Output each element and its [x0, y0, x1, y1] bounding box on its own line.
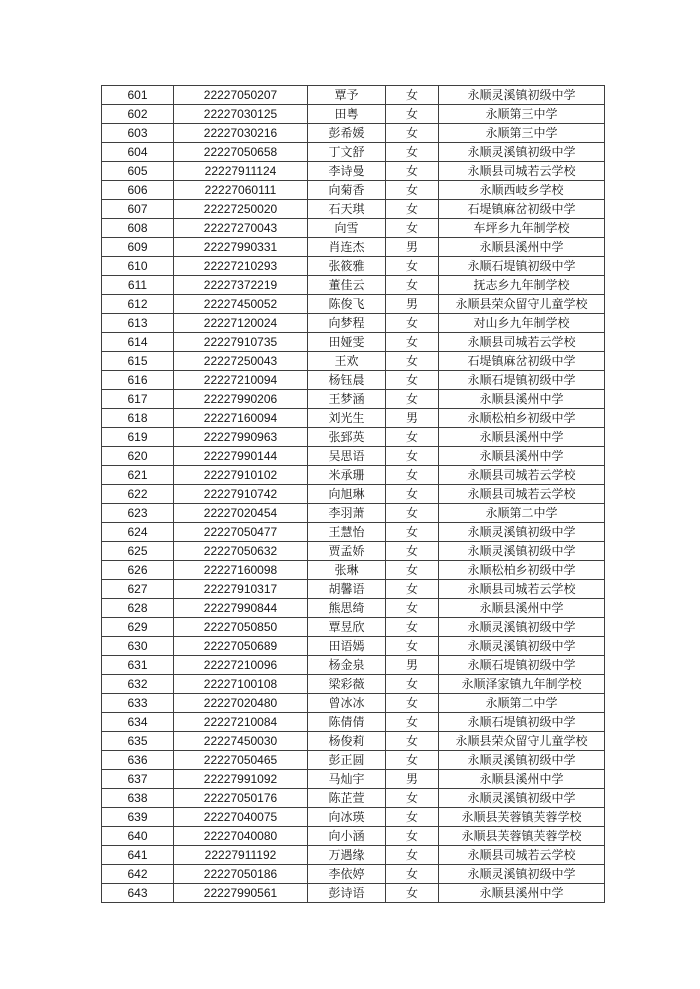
table-row — [102, 371, 605, 390]
table-row — [102, 200, 605, 219]
student-name: 向小涵 — [308, 827, 386, 846]
school-name: 永顺石堤镇初级中学 — [439, 257, 605, 276]
school-name: 永顺灵溪镇初级中学 — [439, 523, 605, 542]
table-row — [102, 447, 605, 466]
gender: 女 — [386, 637, 439, 656]
table-row — [102, 105, 605, 124]
row-number: 617 — [102, 390, 174, 409]
student-name: 万遇缘 — [308, 846, 386, 865]
gender: 女 — [386, 352, 439, 371]
exam-number: 22227450052 — [174, 295, 308, 314]
table-row — [102, 143, 605, 162]
gender: 女 — [386, 884, 439, 903]
exam-number: 22227040075 — [174, 808, 308, 827]
gender: 女 — [386, 789, 439, 808]
exam-number: 22227160094 — [174, 409, 308, 428]
row-number: 641 — [102, 846, 174, 865]
row-number: 639 — [102, 808, 174, 827]
row-number: 607 — [102, 200, 174, 219]
student-name: 刘光生 — [308, 409, 386, 428]
gender: 女 — [386, 542, 439, 561]
row-number: 608 — [102, 219, 174, 238]
table-row — [102, 865, 605, 884]
row-number: 601 — [102, 86, 174, 105]
table-row — [102, 276, 605, 295]
student-name: 张郅英 — [308, 428, 386, 447]
gender: 女 — [386, 599, 439, 618]
student-name: 李诗曼 — [308, 162, 386, 181]
exam-number: 22227100108 — [174, 675, 308, 694]
row-number: 640 — [102, 827, 174, 846]
student-name: 田娅雯 — [308, 333, 386, 352]
student-name: 贾孟娇 — [308, 542, 386, 561]
exam-number: 22227050207 — [174, 86, 308, 105]
exam-number: 22227911124 — [174, 162, 308, 181]
table-row — [102, 238, 605, 257]
row-number: 622 — [102, 485, 174, 504]
gender: 女 — [386, 865, 439, 884]
school-name: 永顺县溪州中学 — [439, 428, 605, 447]
school-name: 永顺第二中学 — [439, 504, 605, 523]
student-name: 梁彩薇 — [308, 675, 386, 694]
exam-number: 22227990206 — [174, 390, 308, 409]
gender: 女 — [386, 428, 439, 447]
exam-number: 22227990844 — [174, 599, 308, 618]
school-name: 永顺灵溪镇初级中学 — [439, 143, 605, 162]
row-number: 604 — [102, 143, 174, 162]
school-name: 永顺第三中学 — [439, 124, 605, 143]
student-name: 彭希媛 — [308, 124, 386, 143]
exam-number: 22227020454 — [174, 504, 308, 523]
school-name: 永顺县荣众留守儿童学校 — [439, 732, 605, 751]
gender: 女 — [386, 447, 439, 466]
row-number: 624 — [102, 523, 174, 542]
school-name: 永顺县溪州中学 — [439, 884, 605, 903]
gender: 男 — [386, 656, 439, 675]
school-name: 永顺县溪州中学 — [439, 770, 605, 789]
exam-number: 22227911192 — [174, 846, 308, 865]
student-name: 李羽萧 — [308, 504, 386, 523]
row-number: 618 — [102, 409, 174, 428]
school-name: 永顺县司城若云学校 — [439, 466, 605, 485]
school-name: 永顺县溪州中学 — [439, 599, 605, 618]
exam-number: 22227050658 — [174, 143, 308, 162]
gender: 女 — [386, 143, 439, 162]
gender: 男 — [386, 295, 439, 314]
row-number: 602 — [102, 105, 174, 124]
table-row — [102, 257, 605, 276]
exam-number: 22227120024 — [174, 314, 308, 333]
gender: 女 — [386, 314, 439, 333]
table-row — [102, 409, 605, 428]
row-number: 611 — [102, 276, 174, 295]
student-name: 彭诗语 — [308, 884, 386, 903]
student-name: 王欢 — [308, 352, 386, 371]
school-name: 石堤镇麻岔初级中学 — [439, 200, 605, 219]
school-name: 永顺县荣众留守儿童学校 — [439, 295, 605, 314]
row-number: 620 — [102, 447, 174, 466]
table-row — [102, 618, 605, 637]
row-number: 634 — [102, 713, 174, 732]
gender: 女 — [386, 618, 439, 637]
school-name: 永顺泽家镇九年制学校 — [439, 675, 605, 694]
exam-number: 22227030125 — [174, 105, 308, 124]
student-name: 米承珊 — [308, 466, 386, 485]
table-row — [102, 295, 605, 314]
table-row — [102, 751, 605, 770]
table-row — [102, 637, 605, 656]
exam-number: 22227060111 — [174, 181, 308, 200]
gender: 男 — [386, 238, 439, 257]
row-number: 630 — [102, 637, 174, 656]
row-number: 615 — [102, 352, 174, 371]
school-name: 永顺灵溪镇初级中学 — [439, 86, 605, 105]
student-name: 向梦程 — [308, 314, 386, 333]
table-row — [102, 219, 605, 238]
table-row — [102, 846, 605, 865]
table-row — [102, 770, 605, 789]
gender: 女 — [386, 276, 439, 295]
row-number: 616 — [102, 371, 174, 390]
table-row — [102, 390, 605, 409]
table-row — [102, 580, 605, 599]
gender: 女 — [386, 827, 439, 846]
school-name: 抚志乡九年制学校 — [439, 276, 605, 295]
school-name: 永顺第二中学 — [439, 694, 605, 713]
gender: 女 — [386, 561, 439, 580]
student-name: 王慧怡 — [308, 523, 386, 542]
row-number: 614 — [102, 333, 174, 352]
exam-number: 22227160098 — [174, 561, 308, 580]
row-number: 631 — [102, 656, 174, 675]
table-row — [102, 732, 605, 751]
school-name: 永顺县司城若云学校 — [439, 485, 605, 504]
school-name: 永顺松柏乡初级中学 — [439, 561, 605, 580]
student-name: 陈俊飞 — [308, 295, 386, 314]
school-name: 永顺县溪州中学 — [439, 447, 605, 466]
student-name: 曾冰冰 — [308, 694, 386, 713]
school-name: 永顺西岐乡学校 — [439, 181, 605, 200]
gender: 女 — [386, 485, 439, 504]
student-name: 杨钰晨 — [308, 371, 386, 390]
school-name: 对山乡九年制学校 — [439, 314, 605, 333]
gender: 女 — [386, 846, 439, 865]
student-name: 肖连杰 — [308, 238, 386, 257]
row-number: 613 — [102, 314, 174, 333]
gender: 男 — [386, 770, 439, 789]
gender: 女 — [386, 580, 439, 599]
student-name: 田语嫣 — [308, 637, 386, 656]
gender: 女 — [386, 333, 439, 352]
exam-number: 22227050186 — [174, 865, 308, 884]
gender: 女 — [386, 371, 439, 390]
exam-number: 22227910317 — [174, 580, 308, 599]
exam-number: 22227210096 — [174, 656, 308, 675]
student-name: 张筱雅 — [308, 257, 386, 276]
exam-number: 22227210084 — [174, 713, 308, 732]
exam-number: 22227910742 — [174, 485, 308, 504]
table-row — [102, 428, 605, 447]
row-number: 632 — [102, 675, 174, 694]
row-number: 621 — [102, 466, 174, 485]
exam-number: 22227050477 — [174, 523, 308, 542]
school-name: 永顺灵溪镇初级中学 — [439, 865, 605, 884]
exam-number: 22227270043 — [174, 219, 308, 238]
exam-number: 22227990963 — [174, 428, 308, 447]
gender: 男 — [386, 409, 439, 428]
exam-number: 22227050850 — [174, 618, 308, 637]
row-number: 627 — [102, 580, 174, 599]
exam-number: 22227210094 — [174, 371, 308, 390]
gender: 女 — [386, 504, 439, 523]
gender: 女 — [386, 713, 439, 732]
row-number: 609 — [102, 238, 174, 257]
school-name: 永顺灵溪镇初级中学 — [439, 618, 605, 637]
table-row — [102, 542, 605, 561]
row-number: 642 — [102, 865, 174, 884]
school-name: 永顺灵溪镇初级中学 — [439, 542, 605, 561]
exam-number: 22227990144 — [174, 447, 308, 466]
student-name: 田粤 — [308, 105, 386, 124]
student-name: 陈芷萱 — [308, 789, 386, 808]
exam-number: 22227250043 — [174, 352, 308, 371]
table-row — [102, 314, 605, 333]
student-name: 石天琪 — [308, 200, 386, 219]
student-name: 胡馨语 — [308, 580, 386, 599]
exam-number: 22227030216 — [174, 124, 308, 143]
table-row — [102, 466, 605, 485]
school-name: 车坪乡九年制学校 — [439, 219, 605, 238]
row-number: 626 — [102, 561, 174, 580]
table-row — [102, 713, 605, 732]
table-row — [102, 485, 605, 504]
exam-number: 22227991092 — [174, 770, 308, 789]
row-number: 629 — [102, 618, 174, 637]
gender: 女 — [386, 390, 439, 409]
student-roster-table — [101, 85, 605, 903]
row-number: 612 — [102, 295, 174, 314]
student-name: 覃昱欣 — [308, 618, 386, 637]
school-name: 永顺县司城若云学校 — [439, 580, 605, 599]
table-row — [102, 86, 605, 105]
school-name: 永顺县司城若云学校 — [439, 162, 605, 181]
row-number: 619 — [102, 428, 174, 447]
school-name: 永顺县溪州中学 — [439, 238, 605, 257]
row-number: 605 — [102, 162, 174, 181]
school-name: 永顺石堤镇初级中学 — [439, 713, 605, 732]
student-name: 向菊香 — [308, 181, 386, 200]
gender: 女 — [386, 162, 439, 181]
row-number: 628 — [102, 599, 174, 618]
exam-number: 22227372219 — [174, 276, 308, 295]
table-row — [102, 162, 605, 181]
gender: 女 — [386, 523, 439, 542]
row-number: 610 — [102, 257, 174, 276]
student-name: 彭正圆 — [308, 751, 386, 770]
table-row — [102, 656, 605, 675]
table-row — [102, 504, 605, 523]
school-name: 永顺县司城若云学校 — [439, 846, 605, 865]
student-name: 杨俊莉 — [308, 732, 386, 751]
school-name: 永顺石堤镇初级中学 — [439, 656, 605, 675]
exam-number: 22227990331 — [174, 238, 308, 257]
school-name: 永顺第三中学 — [439, 105, 605, 124]
gender: 女 — [386, 200, 439, 219]
school-name: 永顺松柏乡初级中学 — [439, 409, 605, 428]
school-name: 永顺县溪州中学 — [439, 390, 605, 409]
table-row — [102, 694, 605, 713]
gender: 女 — [386, 124, 439, 143]
table-row — [102, 352, 605, 371]
school-name: 石堤镇麻岔初级中学 — [439, 352, 605, 371]
student-name: 董佳云 — [308, 276, 386, 295]
table-row — [102, 884, 605, 903]
table-row — [102, 808, 605, 827]
row-number: 637 — [102, 770, 174, 789]
table-row — [102, 561, 605, 580]
row-number: 635 — [102, 732, 174, 751]
table-row — [102, 789, 605, 808]
gender: 女 — [386, 694, 439, 713]
student-table-body — [102, 86, 605, 903]
row-number: 603 — [102, 124, 174, 143]
gender: 女 — [386, 732, 439, 751]
student-name: 向冰瑛 — [308, 808, 386, 827]
exam-number: 22227050465 — [174, 751, 308, 770]
student-name: 杨金泉 — [308, 656, 386, 675]
gender: 女 — [386, 181, 439, 200]
gender: 女 — [386, 257, 439, 276]
exam-number: 22227450030 — [174, 732, 308, 751]
student-name: 陈倩倩 — [308, 713, 386, 732]
student-name: 马灿宇 — [308, 770, 386, 789]
exam-number: 22227910735 — [174, 333, 308, 352]
gender: 女 — [386, 466, 439, 485]
exam-number: 22227250020 — [174, 200, 308, 219]
student-name: 熊思绮 — [308, 599, 386, 618]
row-number: 636 — [102, 751, 174, 770]
table-row — [102, 333, 605, 352]
exam-number: 22227040080 — [174, 827, 308, 846]
row-number: 623 — [102, 504, 174, 523]
student-name: 张琳 — [308, 561, 386, 580]
table-row — [102, 124, 605, 143]
row-number: 638 — [102, 789, 174, 808]
row-number: 633 — [102, 694, 174, 713]
school-name: 永顺石堤镇初级中学 — [439, 371, 605, 390]
gender: 女 — [386, 219, 439, 238]
gender: 女 — [386, 675, 439, 694]
table-row — [102, 827, 605, 846]
row-number: 625 — [102, 542, 174, 561]
table-row — [102, 181, 605, 200]
gender: 女 — [386, 808, 439, 827]
exam-number: 22227050176 — [174, 789, 308, 808]
student-name: 王梦涵 — [308, 390, 386, 409]
school-name: 永顺县司城若云学校 — [439, 333, 605, 352]
row-number: 643 — [102, 884, 174, 903]
exam-number: 22227050632 — [174, 542, 308, 561]
student-name: 丁文舒 — [308, 143, 386, 162]
exam-number: 22227020480 — [174, 694, 308, 713]
gender: 女 — [386, 86, 439, 105]
student-name: 李依婷 — [308, 865, 386, 884]
exam-number: 22227210293 — [174, 257, 308, 276]
table-row — [102, 599, 605, 618]
exam-number: 22227990561 — [174, 884, 308, 903]
table-row — [102, 523, 605, 542]
school-name: 永顺县芙蓉镇芙蓉学校 — [439, 827, 605, 846]
row-number: 606 — [102, 181, 174, 200]
student-name: 向旭琳 — [308, 485, 386, 504]
gender: 女 — [386, 105, 439, 124]
school-name: 永顺灵溪镇初级中学 — [439, 789, 605, 808]
exam-number: 22227050689 — [174, 637, 308, 656]
school-name: 永顺灵溪镇初级中学 — [439, 637, 605, 656]
exam-number: 22227910102 — [174, 466, 308, 485]
school-name: 永顺县芙蓉镇芙蓉学校 — [439, 808, 605, 827]
table-row — [102, 675, 605, 694]
gender: 女 — [386, 751, 439, 770]
student-name: 吴思语 — [308, 447, 386, 466]
school-name: 永顺灵溪镇初级中学 — [439, 751, 605, 770]
student-name: 向雪 — [308, 219, 386, 238]
student-name: 覃予 — [308, 86, 386, 105]
